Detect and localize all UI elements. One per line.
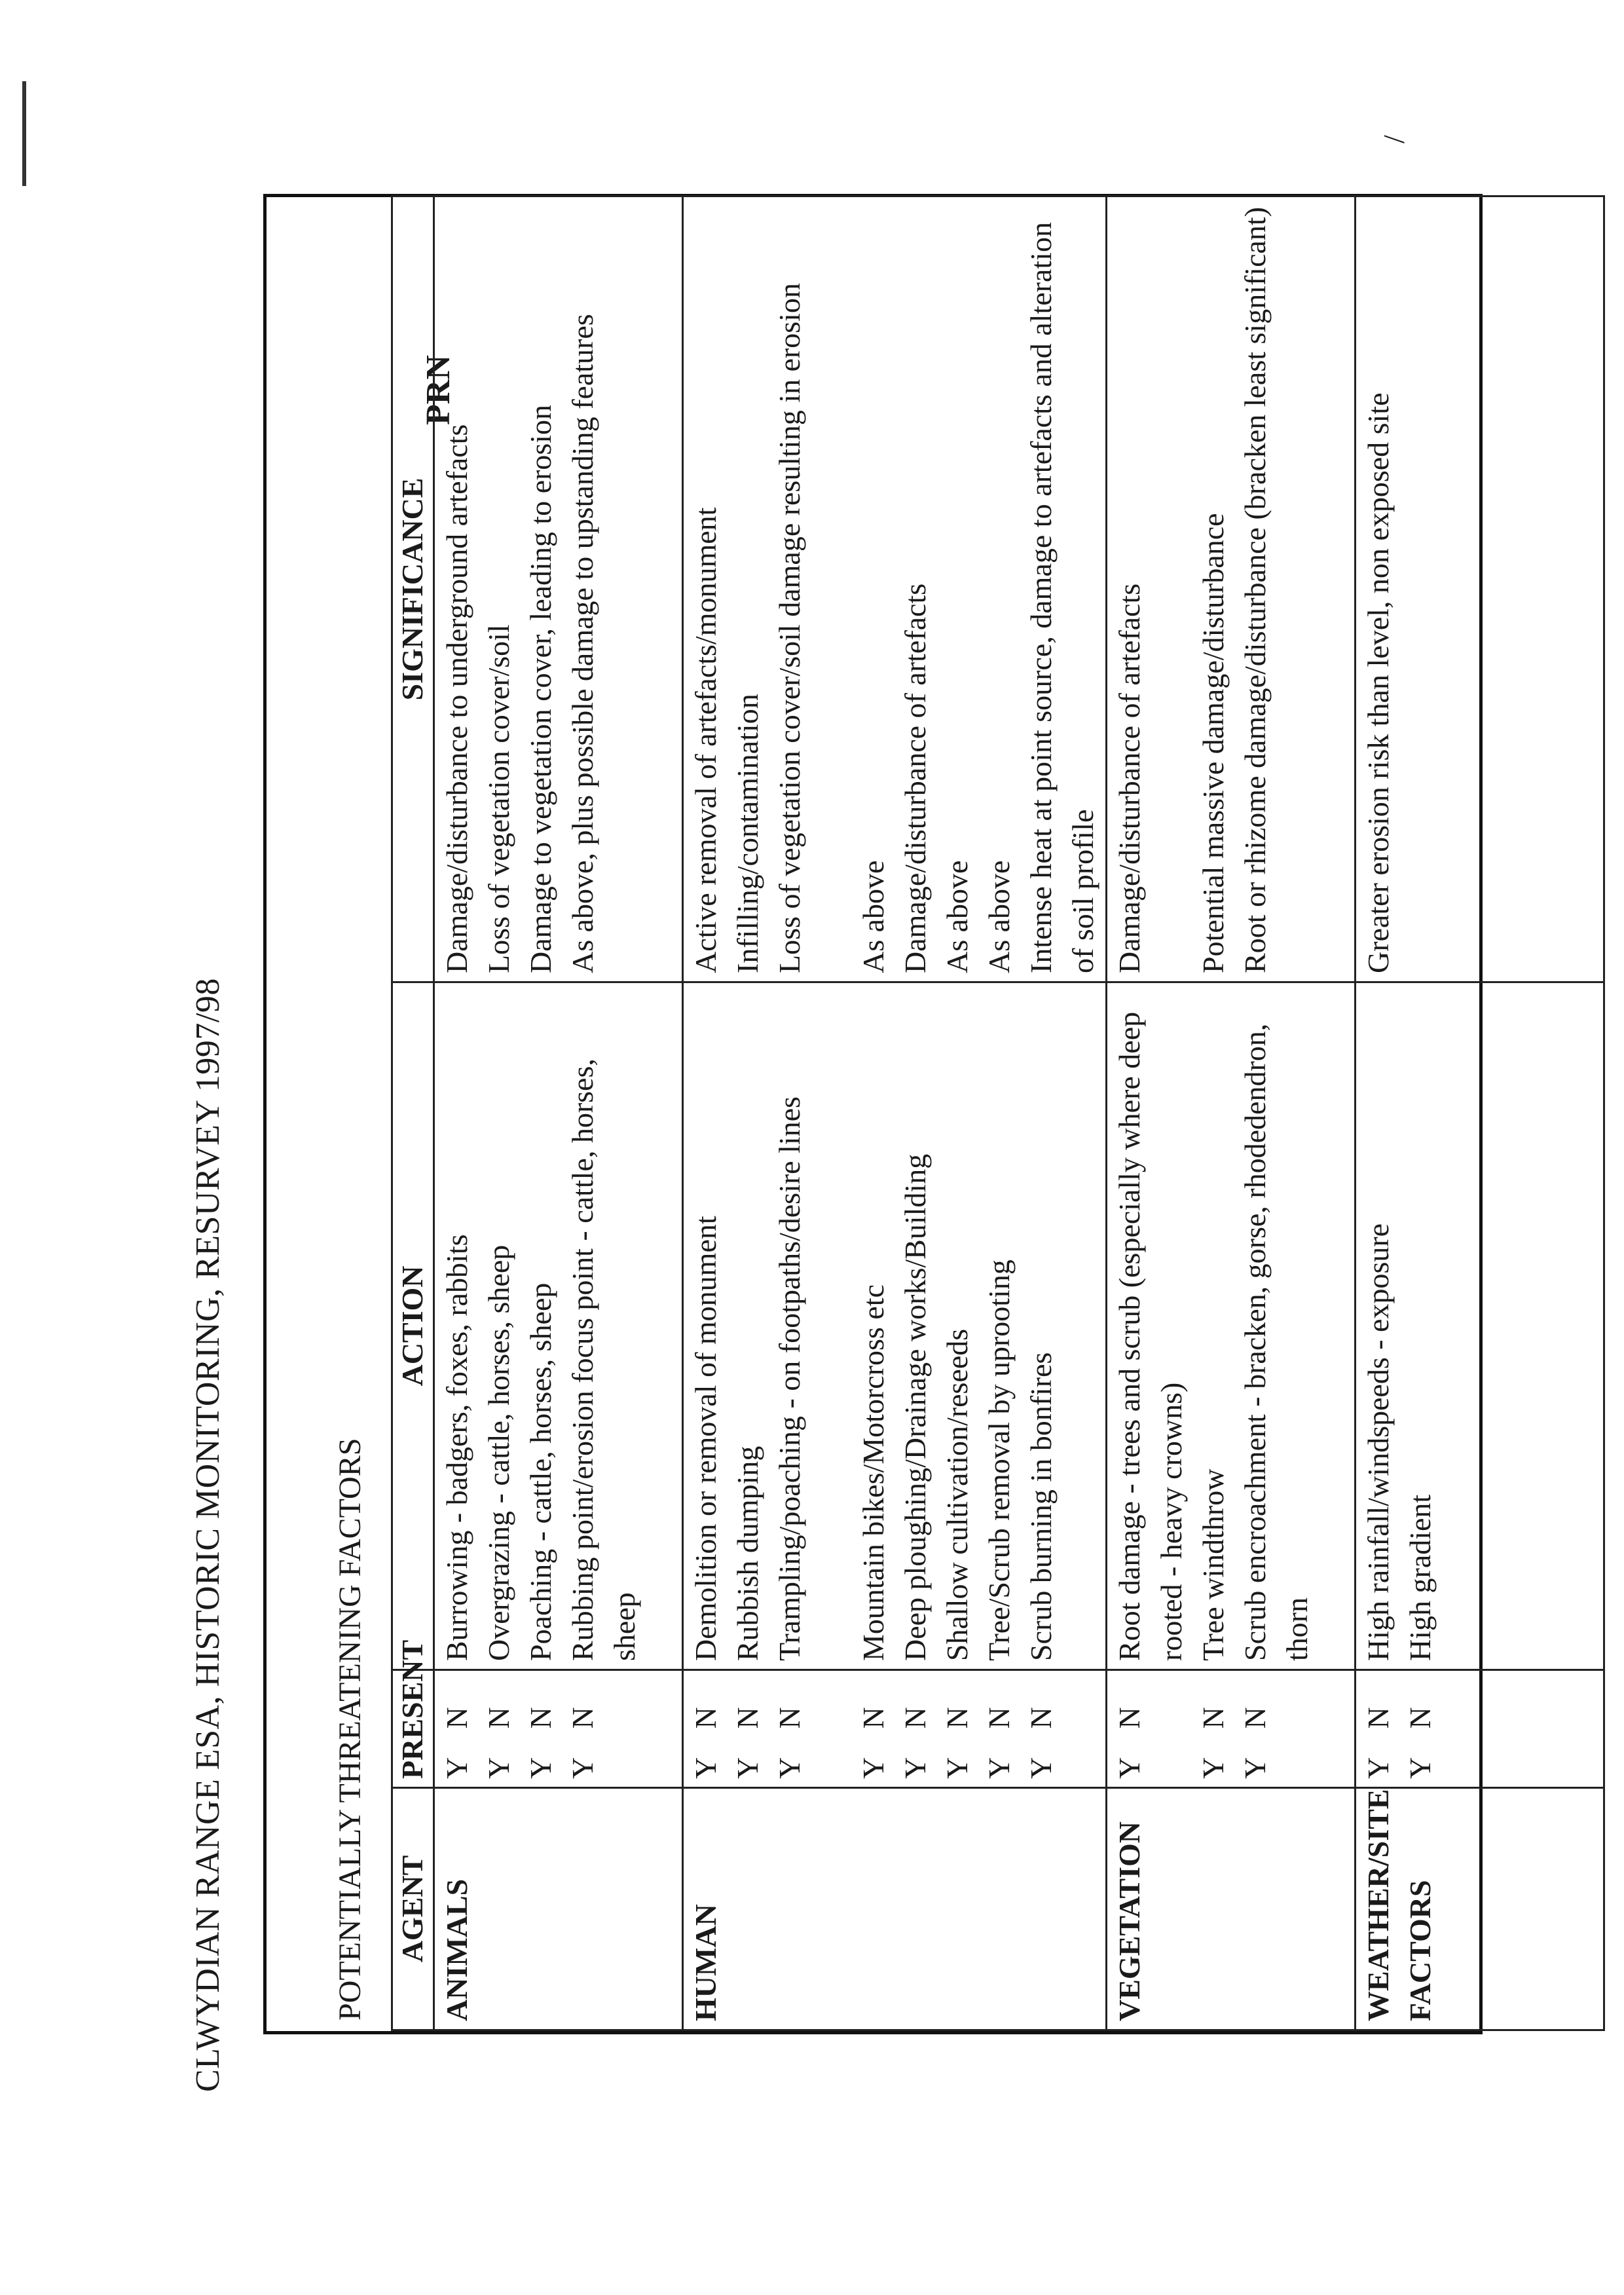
present-yes-option: Y <box>482 1757 515 1779</box>
table-row <box>1356 196 1604 2030</box>
present-yes-option: Y <box>898 1757 932 1779</box>
present-yes-option: Y <box>731 1757 764 1779</box>
present-yn <box>1399 1679 1441 1779</box>
table-row <box>434 196 683 2030</box>
present-yn <box>895 1679 936 1779</box>
action-text: Tree windthrow <box>1196 1468 1230 1661</box>
significance-text: Infilling/contamination <box>731 694 764 973</box>
action-cell <box>434 982 683 1670</box>
present-yn <box>1020 1679 1104 1779</box>
present-yn <box>478 1679 520 1779</box>
present-yn <box>727 1679 769 1779</box>
present-yn <box>769 1679 853 1779</box>
significance-cell <box>683 196 1107 982</box>
present-cell <box>683 1670 1107 1788</box>
present-yn <box>562 1679 646 1779</box>
agent-cell <box>1356 1788 1604 2030</box>
present-no-option: N <box>857 1707 890 1729</box>
present-cell <box>434 1670 683 1788</box>
agent-label: VEGETATION <box>1113 1821 1146 2021</box>
present-no-option: N <box>940 1707 974 1729</box>
present-yes-option: Y <box>1238 1757 1272 1779</box>
present-yes-option: Y <box>773 1757 806 1779</box>
present-yn <box>1109 1679 1192 1779</box>
action-text: Scrub encroachment - bracken, gorse, rhodedendron, thorn <box>1238 1023 1314 1661</box>
agent-label: WEATHER/SITE FACTORS <box>1361 1789 1437 2021</box>
significance-text: As above <box>940 860 974 973</box>
agent-cell <box>434 1788 683 2030</box>
present-no-option: N <box>1196 1707 1230 1729</box>
action-text: High rainfall/windspeeds - exposure <box>1361 1223 1395 1661</box>
present-yn <box>1357 1679 1399 1779</box>
action-column-header: ACTION <box>392 982 434 1670</box>
significance-text: Loss of vegetation cover/soil <box>482 624 515 973</box>
action-cell <box>1356 982 1604 1670</box>
present-no-option: N <box>1024 1707 1058 1729</box>
action-cell <box>683 982 1107 1670</box>
significance-text <box>1399 205 1441 973</box>
present-yn <box>520 1679 562 1779</box>
document-title: CLWYDIAN RANGE ESA, HISTORIC MONITORING, RESURVEY 1997/98 <box>189 978 227 2092</box>
action-text: Tree/Scrub removal by uprooting <box>982 1259 1016 1661</box>
prn-label: PRN <box>420 355 457 425</box>
present-column-header: PRESENT <box>392 1670 434 1788</box>
present-yn <box>978 1679 1020 1779</box>
action-text: Root damage - trees and scrub (especially where deep rooted - heavy crowns) <box>1113 1011 1188 1661</box>
action-text: Burrowing - badgers, foxes, rabbits <box>440 1234 473 1661</box>
present-cell <box>1107 1670 1356 1788</box>
significance-text: Greater erosion risk than level, non exposed site <box>1361 392 1395 973</box>
present-no-option: N <box>524 1707 557 1729</box>
present-yes-option: Y <box>440 1757 473 1779</box>
present-yes-option: Y <box>1024 1757 1058 1779</box>
present-yes-option: Y <box>1196 1757 1230 1779</box>
present-yes-option: Y <box>940 1757 974 1779</box>
significance-text: Active removal of artefacts/monument <box>689 507 722 973</box>
agent-cell <box>683 1788 1107 2030</box>
significance-text: Damage to vegetation cover, leading to erosion <box>524 404 557 973</box>
table-row <box>1107 196 1356 2030</box>
action-text: Mountain bikes/Motorcross etc <box>857 1284 890 1661</box>
present-yes-option: Y <box>524 1757 557 1779</box>
present-yes-option: Y <box>1361 1757 1395 1779</box>
action-text: Demolition or removal of monument <box>689 1216 722 1661</box>
present-yn <box>685 1679 727 1779</box>
significance-text: As above, plus possible damage to upstanding features <box>566 314 599 973</box>
significance-text: Potential massive damage/disturbance <box>1196 513 1230 973</box>
present-no-option: N <box>566 1707 599 1729</box>
significance-text: Damage/disturbance of artefacts <box>898 583 932 973</box>
significance-cell <box>1107 196 1356 982</box>
significance-text: As above <box>857 860 890 973</box>
agent-label: ANIMALS <box>440 1878 473 2021</box>
present-no-option: N <box>773 1707 806 1729</box>
margin-rule <box>22 81 26 186</box>
table-frame <box>263 194 1483 2034</box>
action-text: Shallow cultivation/reseeds <box>940 1328 974 1661</box>
present-yn <box>853 1679 895 1779</box>
action-text: Poaching - cattle, horses, sheep <box>524 1282 557 1661</box>
table-caption: POTENTIALLY THREATENING FACTORS <box>333 1438 367 2021</box>
present-no-option: N <box>982 1707 1016 1729</box>
action-text: High gradient <box>1403 1494 1437 1661</box>
pen-mark: / <box>1377 135 1411 143</box>
present-no-option: N <box>1113 1707 1146 1729</box>
action-text: Overgrazing - cattle, horses, sheep <box>482 1244 515 1661</box>
significance-cell <box>1356 196 1604 982</box>
present-yes-option: Y <box>1403 1757 1437 1779</box>
action-text: Trampling/poaching - on footpaths/desire lines <box>773 1096 806 1661</box>
significance-cell <box>434 196 683 982</box>
agent-cell <box>1107 1788 1356 2030</box>
action-cell <box>1107 982 1356 1670</box>
present-no-option: N <box>731 1707 764 1729</box>
agent-column-header: AGENT <box>392 1788 434 2030</box>
present-yes-option: Y <box>689 1757 722 1779</box>
significance-text: Root or rhizome damage/disturbance (bracken least significant) <box>1238 206 1272 973</box>
present-yes-option: Y <box>1113 1757 1146 1779</box>
table-header-row <box>392 196 434 2030</box>
significance-text: Loss of vegetation cover/soil damage resulting in erosion <box>773 283 806 973</box>
significance-column-header: SIGNIFICANCE <box>392 196 434 982</box>
threat-factors-table <box>391 195 1605 2031</box>
present-no-option: N <box>898 1707 932 1729</box>
present-yn <box>436 1679 478 1779</box>
significance-text: Damage/disturbance to underground artefacts <box>440 424 473 973</box>
significance-text: Intense heat at point source, damage to artefacts and alteration of soil profile <box>1024 222 1099 973</box>
action-text: Rubbing point/erosion focus point - cattle, horses, sheep <box>566 1058 641 1661</box>
table-row <box>683 196 1107 2030</box>
action-text: Scrub burning in bonfires <box>1024 1352 1058 1661</box>
present-yes-option: Y <box>982 1757 1016 1779</box>
present-yes-option: Y <box>857 1757 890 1779</box>
present-no-option: N <box>1238 1707 1272 1729</box>
action-text: Rubbish dumping <box>731 1446 764 1661</box>
present-no-option: N <box>482 1707 515 1729</box>
present-no-option: N <box>440 1707 473 1729</box>
present-yn <box>1234 1679 1318 1779</box>
action-text: Deep ploughing/Drainage works/Building <box>898 1153 932 1661</box>
significance-text: As above <box>982 860 1016 973</box>
present-cell <box>1356 1670 1604 1788</box>
present-no-option: N <box>1361 1707 1395 1729</box>
present-yn <box>1192 1679 1234 1779</box>
agent-label: HUMAN <box>689 1904 722 2021</box>
significance-text: Damage/disturbance of artefacts <box>1113 583 1146 973</box>
present-yes-option: Y <box>566 1757 599 1779</box>
present-no-option: N <box>1403 1707 1437 1729</box>
present-yn <box>936 1679 978 1779</box>
present-no-option: N <box>689 1707 722 1729</box>
